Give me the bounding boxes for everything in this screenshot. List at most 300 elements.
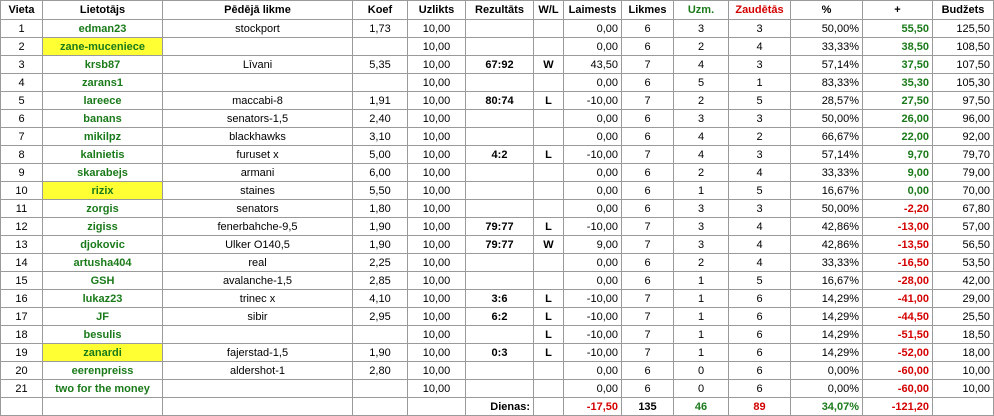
budget-cell[interactable]: 18,50 [933,326,994,344]
totals-bets[interactable]: 135 [622,398,674,416]
rank-cell[interactable]: 9 [1,164,43,182]
budget-cell[interactable]: 53,50 [933,254,994,272]
result-cell[interactable] [466,128,534,146]
wins-cell[interactable]: 4 [674,146,729,164]
stake-cell[interactable]: 10,00 [408,200,466,218]
wins-cell[interactable]: 3 [674,20,729,38]
last-bet-cell[interactable]: maccabi-8 [163,92,353,110]
last-bet-cell[interactable]: senators-1,5 [163,110,353,128]
odds-cell[interactable]: 1,90 [353,236,408,254]
user-cell[interactable]: artusha404 [43,254,163,272]
bets-count-cell[interactable]: 7 [622,56,674,74]
col-header-rezultats[interactable]: Rezultāts [466,1,534,20]
rank-cell[interactable]: 12 [1,218,43,236]
losses-cell[interactable]: 6 [729,326,791,344]
totals-wins[interactable]: 46 [674,398,729,416]
user-cell[interactable]: rizix [43,182,163,200]
win-percent-cell[interactable]: 14,29% [791,326,863,344]
profit-cell[interactable]: -2,20 [863,200,933,218]
rank-cell[interactable]: 14 [1,254,43,272]
user-cell[interactable]: two for the money [43,380,163,398]
budget-cell[interactable]: 79,70 [933,146,994,164]
odds-cell[interactable]: 2,25 [353,254,408,272]
last-bet-cell[interactable]: Līvani [163,56,353,74]
winnings-cell[interactable]: -10,00 [564,326,622,344]
losses-cell[interactable]: 5 [729,182,791,200]
user-cell[interactable]: edman23 [43,20,163,38]
bets-count-cell[interactable]: 7 [622,308,674,326]
losses-cell[interactable]: 2 [729,128,791,146]
winnings-cell[interactable]: 0,00 [564,38,622,56]
win-loss-cell[interactable] [534,74,564,92]
last-bet-cell[interactable]: Ulker O140,5 [163,236,353,254]
rank-cell[interactable]: 16 [1,290,43,308]
col-header-vieta[interactable]: Vieta [1,1,43,20]
profit-cell[interactable]: -16,50 [863,254,933,272]
odds-cell[interactable]: 4,10 [353,290,408,308]
odds-cell[interactable]: 3,10 [353,128,408,146]
stake-cell[interactable]: 10,00 [408,254,466,272]
col-header-lietotajs[interactable]: Lietotājs [43,1,163,20]
stake-cell[interactable]: 10,00 [408,92,466,110]
result-cell[interactable] [466,326,534,344]
win-loss-cell[interactable] [534,38,564,56]
totals-label[interactable]: Dienas: [466,398,534,416]
budget-cell[interactable]: 42,00 [933,272,994,290]
totals-losses[interactable]: 89 [729,398,791,416]
losses-cell[interactable]: 6 [729,344,791,362]
profit-cell[interactable]: -41,00 [863,290,933,308]
stake-cell[interactable]: 10,00 [408,272,466,290]
last-bet-cell[interactable]: blackhawks [163,128,353,146]
profit-cell[interactable]: 55,50 [863,20,933,38]
winnings-cell[interactable]: -10,00 [564,92,622,110]
last-bet-cell[interactable]: real [163,254,353,272]
user-cell[interactable]: lukaz23 [43,290,163,308]
odds-cell[interactable]: 1,90 [353,344,408,362]
win-loss-cell[interactable] [534,20,564,38]
result-cell[interactable]: 6:2 [466,308,534,326]
bets-count-cell[interactable]: 6 [622,272,674,290]
wins-cell[interactable]: 0 [674,380,729,398]
rank-cell[interactable]: 7 [1,128,43,146]
result-cell[interactable] [466,38,534,56]
losses-cell[interactable]: 3 [729,110,791,128]
odds-cell[interactable] [353,74,408,92]
odds-cell[interactable]: 2,40 [353,110,408,128]
win-percent-cell[interactable]: 83,33% [791,74,863,92]
col-header-uzm[interactable]: Uzm. [674,1,729,20]
result-cell[interactable] [466,272,534,290]
stake-cell[interactable]: 10,00 [408,164,466,182]
win-loss-cell[interactable]: L [534,308,564,326]
user-cell[interactable]: GSH [43,272,163,290]
bets-count-cell[interactable]: 6 [622,38,674,56]
last-bet-cell[interactable]: fenerbahche-9,5 [163,218,353,236]
bets-count-cell[interactable]: 6 [622,110,674,128]
losses-cell[interactable]: 3 [729,20,791,38]
last-bet-cell[interactable] [163,74,353,92]
rank-cell[interactable]: 18 [1,326,43,344]
result-cell[interactable]: 0:3 [466,344,534,362]
winnings-cell[interactable]: -10,00 [564,308,622,326]
profit-cell[interactable]: -60,00 [863,362,933,380]
win-loss-cell[interactable] [534,128,564,146]
win-percent-cell[interactable]: 50,00% [791,200,863,218]
wins-cell[interactable]: 1 [674,344,729,362]
wins-cell[interactable]: 0 [674,362,729,380]
wins-cell[interactable]: 1 [674,290,729,308]
last-bet-cell[interactable]: avalanche-1,5 [163,272,353,290]
win-loss-cell[interactable] [534,182,564,200]
totals-profit[interactable]: -121,20 [863,398,933,416]
user-cell[interactable]: skarabejs [43,164,163,182]
rank-cell[interactable]: 19 [1,344,43,362]
bets-count-cell[interactable]: 6 [622,362,674,380]
profit-cell[interactable]: -13,00 [863,218,933,236]
user-cell[interactable]: zanardi [43,344,163,362]
stake-cell[interactable]: 10,00 [408,362,466,380]
win-percent-cell[interactable]: 0,00% [791,362,863,380]
stake-cell[interactable]: 10,00 [408,146,466,164]
stake-cell[interactable]: 10,00 [408,308,466,326]
win-loss-cell[interactable] [534,200,564,218]
losses-cell[interactable]: 5 [729,272,791,290]
profit-cell[interactable]: -51,50 [863,326,933,344]
budget-cell[interactable]: 125,50 [933,20,994,38]
budget-cell[interactable]: 96,00 [933,110,994,128]
profit-cell[interactable]: -44,50 [863,308,933,326]
stake-cell[interactable]: 10,00 [408,128,466,146]
stake-cell[interactable]: 10,00 [408,38,466,56]
col-header-budzets[interactable]: Budžets [933,1,994,20]
budget-cell[interactable]: 70,00 [933,182,994,200]
last-bet-cell[interactable]: armani [163,164,353,182]
win-percent-cell[interactable]: 16,67% [791,272,863,290]
result-cell[interactable] [466,254,534,272]
budget-cell[interactable]: 107,50 [933,56,994,74]
last-bet-cell[interactable]: staines [163,182,353,200]
rank-cell[interactable]: 15 [1,272,43,290]
odds-cell[interactable] [353,380,408,398]
profit-cell[interactable]: 9,70 [863,146,933,164]
budget-cell[interactable]: 25,50 [933,308,994,326]
result-cell[interactable] [466,380,534,398]
winnings-cell[interactable]: -10,00 [564,218,622,236]
profit-cell[interactable]: 0,00 [863,182,933,200]
result-cell[interactable] [466,200,534,218]
stake-cell[interactable]: 10,00 [408,74,466,92]
odds-cell[interactable]: 5,35 [353,56,408,74]
user-cell[interactable]: eerenpreiss [43,362,163,380]
profit-cell[interactable]: -52,00 [863,344,933,362]
losses-cell[interactable]: 4 [729,164,791,182]
bets-count-cell[interactable]: 7 [622,326,674,344]
user-cell[interactable]: zane-muceniece [43,38,163,56]
budget-cell[interactable]: 57,00 [933,218,994,236]
profit-cell[interactable]: -13,50 [863,236,933,254]
win-loss-cell[interactable]: W [534,236,564,254]
winnings-cell[interactable]: 0,00 [564,380,622,398]
user-cell[interactable]: kalnietis [43,146,163,164]
result-cell[interactable]: 3:6 [466,290,534,308]
win-percent-cell[interactable]: 28,57% [791,92,863,110]
profit-cell[interactable]: 22,00 [863,128,933,146]
bets-count-cell[interactable]: 7 [622,218,674,236]
winnings-cell[interactable]: 0,00 [564,74,622,92]
last-bet-cell[interactable]: aldershot-1 [163,362,353,380]
user-cell[interactable]: banans [43,110,163,128]
result-cell[interactable] [466,74,534,92]
win-percent-cell[interactable]: 66,67% [791,128,863,146]
user-cell[interactable]: JF [43,308,163,326]
last-bet-cell[interactable] [163,38,353,56]
stake-cell[interactable]: 10,00 [408,344,466,362]
win-percent-cell[interactable]: 50,00% [791,20,863,38]
last-bet-cell[interactable]: furuset x [163,146,353,164]
budget-cell[interactable]: 18,00 [933,344,994,362]
losses-cell[interactable]: 4 [729,218,791,236]
last-bet-cell[interactable]: stockport [163,20,353,38]
odds-cell[interactable]: 6,00 [353,164,408,182]
rank-cell[interactable]: 13 [1,236,43,254]
wins-cell[interactable]: 1 [674,326,729,344]
win-loss-cell[interactable] [534,272,564,290]
winnings-cell[interactable]: -10,00 [564,290,622,308]
user-cell[interactable]: zarans1 [43,74,163,92]
odds-cell[interactable]: 2,95 [353,308,408,326]
rank-cell[interactable]: 3 [1,56,43,74]
last-bet-cell[interactable]: fajerstad-1,5 [163,344,353,362]
totals-winnings[interactable]: -17,50 [564,398,622,416]
wins-cell[interactable]: 2 [674,254,729,272]
rank-cell[interactable]: 4 [1,74,43,92]
losses-cell[interactable]: 4 [729,236,791,254]
win-percent-cell[interactable]: 50,00% [791,110,863,128]
win-loss-cell[interactable]: L [534,344,564,362]
odds-cell[interactable]: 1,91 [353,92,408,110]
winnings-cell[interactable]: 0,00 [564,182,622,200]
bets-count-cell[interactable]: 6 [622,200,674,218]
wins-cell[interactable]: 4 [674,128,729,146]
win-percent-cell[interactable]: 33,33% [791,38,863,56]
odds-cell[interactable]: 1,73 [353,20,408,38]
last-bet-cell[interactable]: senators [163,200,353,218]
col-header-likmes[interactable]: Likmes [622,1,674,20]
wins-cell[interactable]: 2 [674,38,729,56]
totals-percent[interactable]: 34,07% [791,398,863,416]
budget-cell[interactable]: 56,50 [933,236,994,254]
user-cell[interactable]: besulis [43,326,163,344]
last-bet-cell[interactable] [163,380,353,398]
losses-cell[interactable]: 3 [729,146,791,164]
losses-cell[interactable]: 3 [729,200,791,218]
win-loss-cell[interactable]: L [534,146,564,164]
win-loss-cell[interactable]: L [534,92,564,110]
budget-cell[interactable]: 108,50 [933,38,994,56]
budget-cell[interactable]: 79,00 [933,164,994,182]
odds-cell[interactable] [353,38,408,56]
result-cell[interactable] [466,182,534,200]
stake-cell[interactable]: 10,00 [408,56,466,74]
stake-cell[interactable]: 10,00 [408,290,466,308]
odds-cell[interactable] [353,326,408,344]
win-loss-cell[interactable]: L [534,326,564,344]
losses-cell[interactable]: 4 [729,254,791,272]
user-cell[interactable]: krsb87 [43,56,163,74]
win-loss-cell[interactable]: L [534,290,564,308]
win-loss-cell[interactable] [534,110,564,128]
last-bet-cell[interactable]: trinec x [163,290,353,308]
wins-cell[interactable]: 5 [674,74,729,92]
win-loss-cell[interactable]: W [534,56,564,74]
user-cell[interactable]: zigiss [43,218,163,236]
win-percent-cell[interactable]: 42,86% [791,236,863,254]
profit-cell[interactable]: -60,00 [863,380,933,398]
winnings-cell[interactable]: 0,00 [564,254,622,272]
result-cell[interactable] [466,362,534,380]
wins-cell[interactable]: 1 [674,272,729,290]
bets-count-cell[interactable]: 6 [622,128,674,146]
odds-cell[interactable]: 5,50 [353,182,408,200]
result-cell[interactable]: 4:2 [466,146,534,164]
stake-cell[interactable]: 10,00 [408,110,466,128]
stake-cell[interactable]: 10,00 [408,236,466,254]
winnings-cell[interactable]: 0,00 [564,110,622,128]
win-percent-cell[interactable]: 57,14% [791,56,863,74]
wins-cell[interactable]: 2 [674,92,729,110]
bets-count-cell[interactable]: 6 [622,182,674,200]
winnings-cell[interactable]: -10,00 [564,146,622,164]
rank-cell[interactable]: 10 [1,182,43,200]
wins-cell[interactable]: 1 [674,182,729,200]
losses-cell[interactable]: 6 [729,362,791,380]
col-header-laimests[interactable]: Laimests [564,1,622,20]
winnings-cell[interactable]: 0,00 [564,128,622,146]
odds-cell[interactable]: 5,00 [353,146,408,164]
bets-count-cell[interactable]: 7 [622,236,674,254]
bets-count-cell[interactable]: 6 [622,254,674,272]
losses-cell[interactable]: 6 [729,308,791,326]
rank-cell[interactable]: 21 [1,380,43,398]
odds-cell[interactable]: 1,80 [353,200,408,218]
bets-count-cell[interactable]: 6 [622,164,674,182]
rank-cell[interactable]: 2 [1,38,43,56]
result-cell[interactable] [466,110,534,128]
result-cell[interactable] [466,164,534,182]
profit-cell[interactable]: 26,00 [863,110,933,128]
profit-cell[interactable]: 37,50 [863,56,933,74]
last-bet-cell[interactable] [163,326,353,344]
losses-cell[interactable]: 3 [729,56,791,74]
win-loss-cell[interactable] [534,380,564,398]
stake-cell[interactable]: 10,00 [408,380,466,398]
win-loss-cell[interactable] [534,164,564,182]
win-percent-cell[interactable]: 14,29% [791,308,863,326]
wins-cell[interactable]: 1 [674,308,729,326]
wins-cell[interactable]: 4 [674,56,729,74]
winnings-cell[interactable]: 0,00 [564,164,622,182]
budget-cell[interactable]: 97,50 [933,92,994,110]
winnings-cell[interactable]: 43,50 [564,56,622,74]
wins-cell[interactable]: 2 [674,164,729,182]
win-percent-cell[interactable]: 16,67% [791,182,863,200]
win-percent-cell[interactable]: 14,29% [791,344,863,362]
budget-cell[interactable]: 92,00 [933,128,994,146]
bets-count-cell[interactable]: 6 [622,380,674,398]
profit-cell[interactable]: 35,30 [863,74,933,92]
win-percent-cell[interactable]: 57,14% [791,146,863,164]
stake-cell[interactable]: 10,00 [408,20,466,38]
losses-cell[interactable]: 1 [729,74,791,92]
col-header-uzlikts[interactable]: Uzlikts [408,1,466,20]
wins-cell[interactable]: 3 [674,236,729,254]
bets-count-cell[interactable]: 7 [622,146,674,164]
rank-cell[interactable]: 17 [1,308,43,326]
rank-cell[interactable]: 6 [1,110,43,128]
losses-cell[interactable]: 5 [729,92,791,110]
profit-cell[interactable]: 9,00 [863,164,933,182]
stake-cell[interactable]: 10,00 [408,218,466,236]
col-header-percent[interactable]: % [791,1,863,20]
odds-cell[interactable]: 2,80 [353,362,408,380]
win-percent-cell[interactable]: 0,00% [791,380,863,398]
rank-cell[interactable]: 1 [1,20,43,38]
win-percent-cell[interactable]: 14,29% [791,290,863,308]
stake-cell[interactable]: 10,00 [408,326,466,344]
stake-cell[interactable]: 10,00 [408,182,466,200]
win-loss-cell[interactable]: L [534,218,564,236]
budget-cell[interactable]: 10,00 [933,362,994,380]
budget-cell[interactable]: 10,00 [933,380,994,398]
odds-cell[interactable]: 1,90 [353,218,408,236]
wins-cell[interactable]: 3 [674,110,729,128]
rank-cell[interactable]: 11 [1,200,43,218]
losses-cell[interactable]: 6 [729,380,791,398]
budget-cell[interactable]: 29,00 [933,290,994,308]
bets-count-cell[interactable]: 6 [622,20,674,38]
winnings-cell[interactable]: 9,00 [564,236,622,254]
last-bet-cell[interactable]: sibir [163,308,353,326]
col-header-plus[interactable]: + [863,1,933,20]
winnings-cell[interactable]: 0,00 [564,272,622,290]
wins-cell[interactable]: 3 [674,200,729,218]
user-cell[interactable]: djokovic [43,236,163,254]
profit-cell[interactable]: 38,50 [863,38,933,56]
rank-cell[interactable]: 5 [1,92,43,110]
user-cell[interactable]: zorgis [43,200,163,218]
col-header-pedeja-likme[interactable]: Pēdējā likme [163,1,353,20]
result-cell[interactable] [466,20,534,38]
result-cell[interactable]: 79:77 [466,236,534,254]
rank-cell[interactable]: 20 [1,362,43,380]
result-cell[interactable]: 79:77 [466,218,534,236]
rank-cell[interactable]: 8 [1,146,43,164]
win-percent-cell[interactable]: 33,33% [791,164,863,182]
budget-cell[interactable]: 105,30 [933,74,994,92]
bets-count-cell[interactable]: 7 [622,290,674,308]
budget-cell[interactable]: 67,80 [933,200,994,218]
win-loss-cell[interactable] [534,254,564,272]
win-percent-cell[interactable]: 42,86% [791,218,863,236]
winnings-cell[interactable]: -10,00 [564,344,622,362]
col-header-wl[interactable]: W/L [534,1,564,20]
user-cell[interactable]: lareece [43,92,163,110]
odds-cell[interactable]: 2,85 [353,272,408,290]
winnings-cell[interactable]: 0,00 [564,362,622,380]
winnings-cell[interactable]: 0,00 [564,200,622,218]
win-loss-cell[interactable] [534,362,564,380]
